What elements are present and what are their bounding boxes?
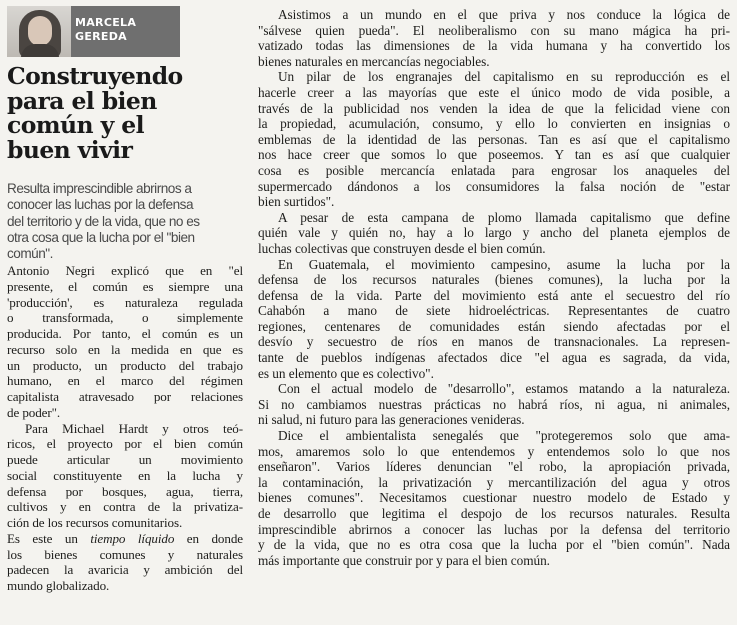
headline-line: Construyendo — [7, 62, 183, 90]
body-line: enseñaron". Varios líderes denuncian "el robo, la apropiación privada, — [258, 459, 730, 475]
body-line: defensa por bosques, agua, tierra, — [7, 483, 243, 499]
text-run: en donde — [174, 530, 243, 546]
body-line: imprescindible abrirnos a conocer las luchas por la defensa del territorio — [258, 521, 730, 537]
paragraph-negri — [7, 263, 243, 421]
body-line: humano, en el marco del régimen — [7, 373, 243, 389]
paragraph-ambientalista — [258, 428, 730, 568]
body-line: más importante que construir por y para el bien común. — [258, 552, 550, 568]
paragraph-capitalismo — [258, 69, 730, 209]
body-line: Con el actual modelo de "desarrollo", estamos matando a la naturaleza. — [278, 381, 730, 397]
headline-line: común y el — [7, 111, 144, 139]
body-line: presente, el común es siempre una — [7, 278, 243, 294]
body-line: 'producción', es naturaleza regulada — [7, 294, 243, 310]
headline-line: buen vivir — [7, 135, 133, 164]
body-line: un producto, un producto del trabajo — [7, 357, 243, 373]
body-line: ción de los recursos comunitarios. — [7, 515, 183, 530]
body-line-mixed — [7, 531, 243, 547]
body-line: producida. Por tanto, el común es un — [7, 326, 243, 341]
paragraph-guatemala — [258, 257, 730, 382]
body-line: Para Michael Hardt y otros teó- — [25, 420, 243, 436]
body-line: la contaminación, la privatización y mercantilización del agua y otros — [258, 474, 730, 490]
body-line: ni salud, ni futuro para las generaciones venideras. — [258, 412, 525, 428]
left-body-column — [7, 263, 243, 594]
body-line: es un elemento que es colectivo". — [258, 365, 434, 381]
author-last-name: GEREDA — [75, 30, 127, 43]
body-line: Asistimos a un mundo en el que priva y nos conduce la lógica de — [278, 7, 730, 22]
body-line: desvío y secuestro de ríos en manos de transnacionales. La represen- — [258, 334, 730, 350]
author-name — [75, 16, 179, 44]
body-line: emblemas de la identidad de las personas. Tan es así que el capitalismo — [258, 131, 730, 147]
paragraph-desarrollo — [258, 381, 730, 428]
body-line: capitalista atravesado por relaciones — [7, 389, 243, 404]
body-line: cultivos y en contra de la privatiza- — [7, 499, 243, 515]
body-line: ricos, el proyecto por el bien común — [7, 436, 243, 452]
body-line: En Guatemala, el movimiento campesino, asume la lucha por la — [278, 256, 730, 272]
body-line: supermercado dándonos a los consumidores la falsa noción de "estar — [258, 178, 730, 194]
body-line: hacerle creer a las mayorías que este el único modo de vida posible, a — [258, 84, 730, 100]
body-line: nos hace creer que somos lo que poseemos. Y tan es así que cualquier — [258, 147, 730, 163]
body-line: la propiedad, acumulación, consumo, y ello lo convierten en insignias o — [258, 116, 730, 132]
body-line: y de la vida, que no es otra cosa que la lucha por el "bien común". Nada — [258, 537, 730, 553]
lead-line: otra cosa que la lucha por el "bien — [7, 229, 195, 245]
body-line: A pesar de esta campana de plomo llamada capitalismo que define — [278, 209, 730, 225]
paragraph-neoliberalismo — [258, 7, 730, 69]
body-line: Un pilar de los engranajes del capitalismo en su reproducción es el — [278, 69, 730, 85]
body-line: Cahabón a mano de siete hidroeléctricas. Representantes de cuatro — [258, 303, 730, 319]
body-line: mundo globalizado. — [7, 578, 110, 593]
body-line: de desarrollo que legitima el despojo de los recursos naturales. Resulta — [258, 506, 730, 521]
body-line: luchas colectivas que construyen desde el bien común. — [258, 240, 546, 256]
body-line: través de la publicidad nos venden la idea de que la felicidad viene con — [258, 100, 730, 116]
lead-line: del territorio y de la vida, que no es — [7, 213, 200, 229]
headline-line: para el bien — [7, 86, 157, 115]
body-line: Antonio Negri explicó que en "el — [7, 263, 243, 278]
body-line: quién vale y quién no, hay a lo largo y ancho del planeta ejemplos de — [258, 225, 730, 241]
body-line: Dice el ambientalista senegalés que "protegeremos solo que ama- — [278, 428, 730, 444]
italic-phrase: tiempo líquido — [90, 530, 175, 546]
author-header — [7, 6, 180, 57]
body-line: mos, amaremos solo lo que entendemos y entendemos solo lo que nos — [258, 443, 730, 459]
body-line: los bienes comunes y naturales — [7, 546, 243, 562]
body-line: bienes comunes". Necesitamos cuestionar nuestro modelo de Estado y — [258, 490, 730, 506]
body-line: "sálvese quien pueda". El neoliberalismo con su mano mágica ha pri- — [258, 22, 730, 38]
body-line: bien surtidos". — [258, 194, 335, 210]
body-line: vatizado todas las dimensiones de la vida humana y ha convertido los — [258, 38, 730, 54]
right-body-column — [258, 7, 730, 568]
article-headline — [7, 64, 207, 162]
body-line: o transformada, o simplemente — [7, 310, 243, 326]
body-line: puede articular un movimiento — [7, 452, 243, 467]
body-line: Si no cambiamos nuestras prácticas no habrá ríos, ni agua, ni animales, — [258, 396, 730, 412]
lead-line: Resulta imprescindible abrirnos a — [7, 181, 192, 196]
article-lead — [7, 181, 241, 262]
paragraph-campana-de-plomo — [258, 210, 730, 257]
paragraph-hardt — [7, 421, 243, 594]
body-line: defensa de la vida. Parte del movimiento está ante el secuestro del río — [258, 287, 730, 303]
body-line: padecen la avaricia y ambición del — [7, 562, 243, 578]
author-first-name: MARCELA — [75, 16, 137, 29]
body-line: defensa de los recursos naturales (bienes comunes), la lucha por la — [258, 272, 730, 288]
body-line: cosa es posible mercancía enlatada para engrosar los anaqueles del — [258, 162, 730, 178]
lead-line: común". — [7, 246, 53, 262]
body-line: bienes naturales en mercancías negociables. — [258, 53, 490, 69]
body-line: de poder". — [7, 404, 61, 420]
text-run: Es este un — [7, 530, 91, 546]
body-line: tante de pueblos indígenas afectados dice "el agua es sagrada, da vida, — [258, 350, 730, 366]
author-photo — [7, 6, 71, 57]
lead-line: conocer las luchas por la defensa — [7, 197, 194, 213]
body-line: regiones, centenares de comunidades están siendo afectadas por el — [258, 318, 730, 334]
body-line: recurso solo en la medida en que es — [7, 341, 243, 357]
body-line: social constituyente en la lucha y — [7, 467, 243, 483]
